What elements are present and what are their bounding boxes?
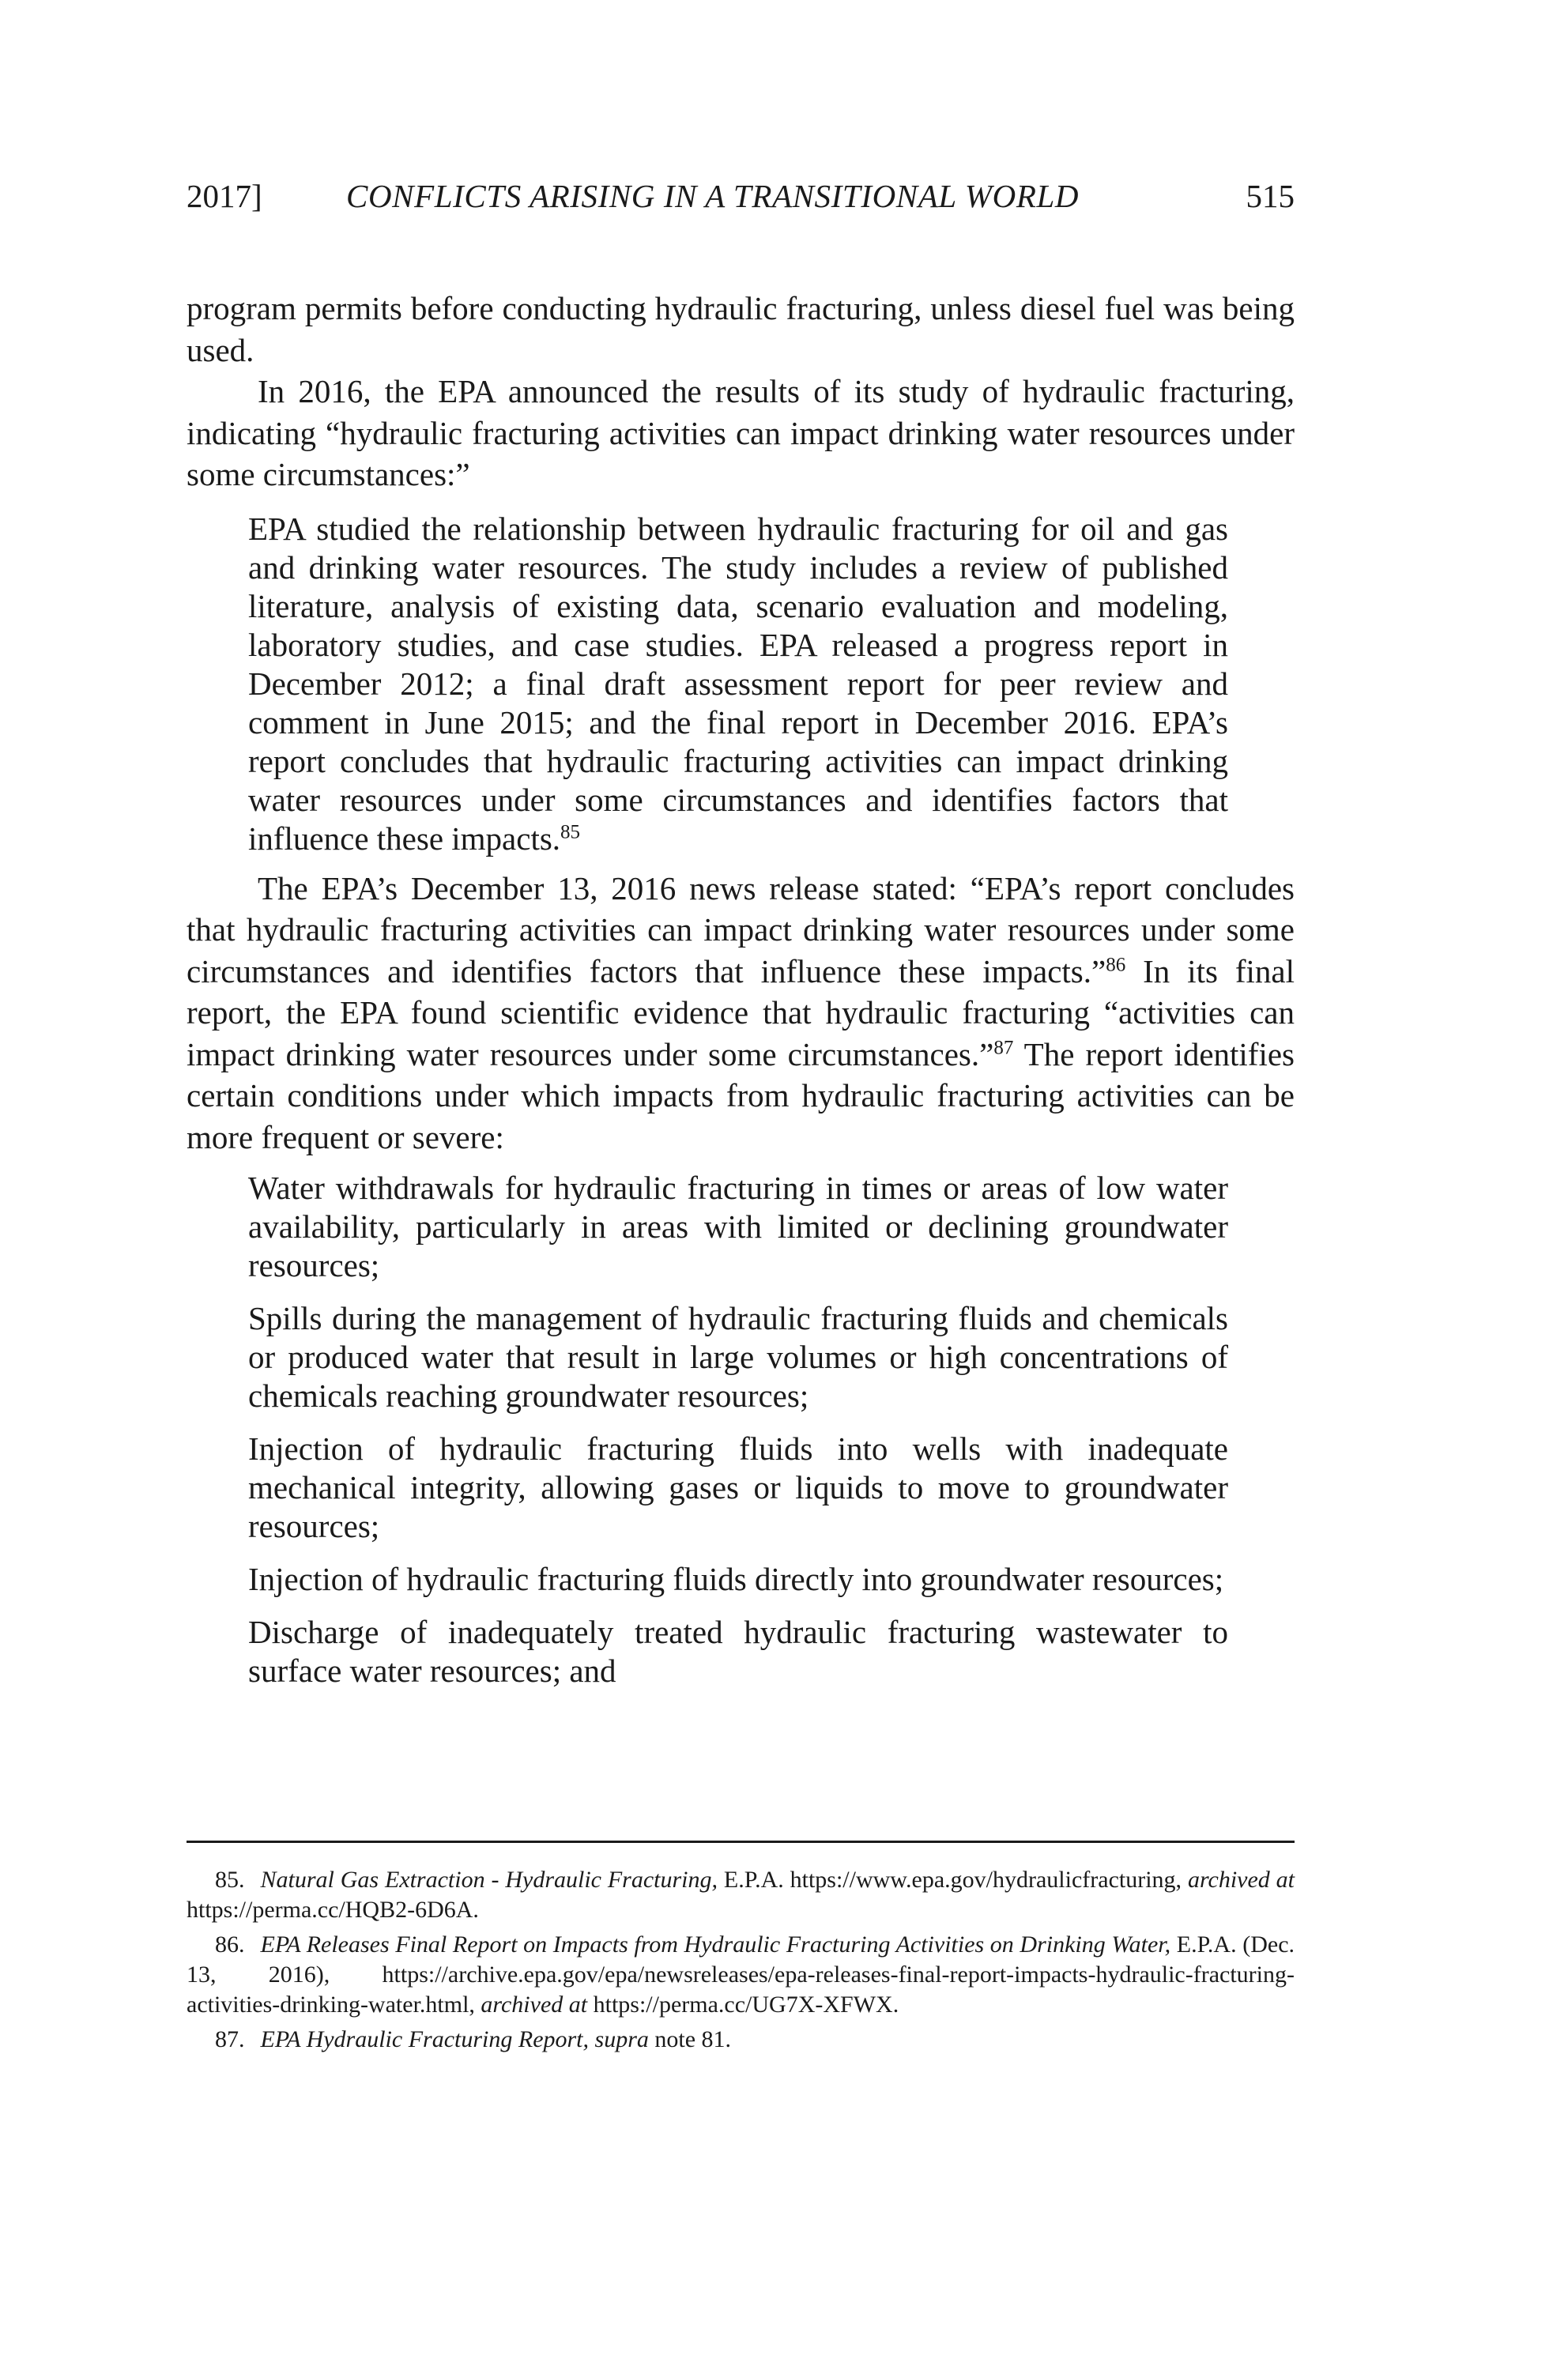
footnote-divider — [187, 1841, 1295, 1843]
footnote-link[interactable]: https://perma.cc/UG7X-XFWX. — [587, 1992, 899, 2018]
condition-item: Discharge of inadequately treated hydraulic fracturing wastewater to surface water resources; and — [248, 1614, 1228, 1689]
page-number: 515 — [1246, 178, 1295, 214]
condition-item: Water withdrawals for hydraulic fracturing in times or areas of low water availability, particularly in areas with limited or declining groundwater resources; — [248, 1170, 1228, 1283]
footnote-number: 85. — [215, 1867, 245, 1893]
footnote-ref-85[interactable]: 85 — [560, 820, 581, 842]
condition-item: Injection of hydraulic fracturing fluids into wells with inadequate mechanical integrity, allowing gases or liquids to move to groundwater resources; — [248, 1430, 1228, 1544]
footnote-number: 87. — [215, 2026, 245, 2052]
footnote-ref-87[interactable]: 87 — [993, 1036, 1014, 1058]
condition-item: Injection of hydraulic fracturing fluids directly into groundwater resources; — [248, 1561, 1224, 1597]
block-quote-epa-study — [248, 510, 1228, 858]
footnote-text[interactable]: E.P.A. (Dec. 13, 2016), https://archive.epa.gov/epa/newsreleases/epa-releases-final-report-impacts-hydraulic-fracturing-activities-drinking-water.html, — [187, 1931, 1295, 2018]
footnote-archived-label: archived at — [1187, 1867, 1295, 1893]
footnotes — [187, 1865, 1295, 2059]
body-text — [187, 288, 1295, 1705]
footnote-title: EPA Hydraulic Fracturing Report, supra — [260, 2026, 649, 2052]
footnote-number: 86. — [215, 1931, 245, 1958]
final-report-text: In its final report, the EPA found scientific evidence that hydraulic fracturing “activities can impact drinking water resources under some circumstances.” — [187, 952, 1295, 1072]
footnote-86 — [187, 1930, 1295, 2020]
footnote-title: EPA Releases Final Report on Impacts from Hydraulic Fracturing Activities on Drinking Water, — [260, 1931, 1171, 1958]
running-header — [187, 172, 1295, 220]
header-article-title: CONFLICTS ARISING IN A TRANSITIONAL WORLD — [346, 178, 1080, 214]
header-volume-year: 2017] — [187, 178, 262, 214]
footnote-ref-86[interactable]: 86 — [1106, 953, 1126, 975]
block-quote-text: EPA studied the relationship between hydraulic fracturing for oil and gas and drinking water resources. The study includes a review of published literature, analysis of existing data, scenario evaluation and modeling, laboratory studies, and case studies. EPA released a progress report in December 2012; a final draft assessment report for peer review and comment in June 2015; and the final report in December 2016. EPA’s report concludes that hydraulic fracturing activities can impact drinking water resources under some circumstances and identifies factors that influence these impacts. — [248, 510, 1228, 857]
news-release-text: The EPA’s December 13, 2016 news release stated: “EPA’s report concludes that hydraulic fracturing activities can impact drinking water resources under some circumstances and identifies factors that influence these impacts.” — [187, 869, 1295, 989]
footnote-85 — [187, 1865, 1295, 1925]
footnote-link[interactable]: https://perma.cc/HQB2-6D6A. — [187, 1897, 479, 1923]
footnote-archived-label: archived at — [481, 1992, 588, 2018]
paragraph-news-release — [187, 868, 1295, 1159]
footnote-text[interactable]: E.P.A. https://www.epa.gov/hydraulicfracturing, — [718, 1867, 1188, 1893]
footnote-text: note 81. — [648, 2026, 732, 2052]
paragraph-continuation: program permits before conducting hydraulic fracturing, unless diesel fuel was being used. — [187, 290, 1295, 368]
footnote-title: Natural Gas Extraction - Hydraulic Fracturing, — [260, 1867, 718, 1893]
paragraph-epa-announcement: In 2016, the EPA announced the results of its study of hydraulic fracturing, indicating “hydraulic fracturing activities can impact drinking water resources under some circumstances:” — [187, 373, 1295, 492]
conditions-intro-text: The report identifies certain conditions under which impacts from hydraulic fracturing activities can be more frequent or severe: — [187, 1035, 1295, 1155]
footnote-87 — [187, 2025, 1295, 2055]
condition-item: Spills during the management of hydraulic fracturing fluids and chemicals or produced water that result in large volumes or high concentrations of chemicals reaching groundwater resources; — [248, 1300, 1228, 1414]
